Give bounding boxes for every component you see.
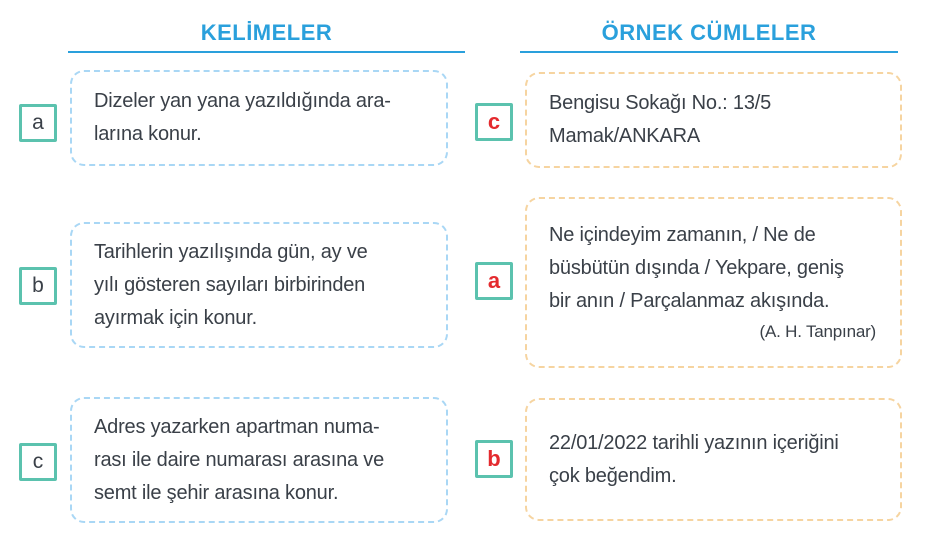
card-text-line: Adres yazarken apartman numa- bbox=[94, 415, 380, 438]
answer-letter-box-b[interactable]: b bbox=[475, 440, 513, 478]
definition-card-c bbox=[70, 397, 448, 523]
card-text-line: büsbütün dışında / Yekpare, geniş bbox=[549, 257, 844, 279]
definition-card-b bbox=[70, 222, 448, 348]
definition-letter-box-b[interactable]: b bbox=[19, 267, 57, 305]
answer-letter-box-a[interactable]: a bbox=[475, 262, 513, 300]
example-card-a bbox=[525, 197, 902, 368]
card-text-line: Tarihlerin yazılışında gün, ay ve bbox=[94, 240, 368, 263]
example-card-c bbox=[525, 72, 902, 168]
definition-letter-box-c[interactable]: c bbox=[19, 443, 57, 481]
example-card-b bbox=[525, 398, 902, 521]
card-text-line: Mamak/ANKARA bbox=[549, 125, 700, 147]
answer-letter-box-c[interactable]: c bbox=[475, 103, 513, 141]
card-text-line: 22/01/2022 tarihli yazının içeriğini bbox=[549, 431, 839, 454]
card-text-line: Bengisu Sokağı No.: 13/5 bbox=[549, 92, 772, 114]
card-text-line: bir anın / Parçalanmaz akışında. bbox=[549, 290, 830, 312]
card-text-line: çok beğendim. bbox=[549, 464, 677, 487]
right-column-header: ÖRNEK CÜMLELER bbox=[520, 14, 898, 53]
definition-card-a bbox=[70, 70, 448, 166]
card-text-line: larına konur. bbox=[94, 123, 202, 145]
card-text-line: Ne içindeyim zamanın, / Ne de bbox=[549, 224, 816, 246]
card-text-line: yılı gösteren sayıları birbirinden bbox=[94, 273, 366, 296]
card-text-line: rası ile daire numarası arasına ve bbox=[94, 448, 385, 471]
definition-letter-box-a[interactable]: a bbox=[19, 104, 57, 142]
card-text-line: Dizeler yan yana yazıldığında ara- bbox=[94, 90, 391, 112]
card-text-line: ayırmak için konur. bbox=[94, 306, 257, 329]
left-column-header: KELİMELER bbox=[68, 14, 465, 53]
poem-attribution: (A. H. Tanpınar) bbox=[759, 322, 876, 341]
card-text-line: semt ile şehir arasına konur. bbox=[94, 481, 339, 504]
